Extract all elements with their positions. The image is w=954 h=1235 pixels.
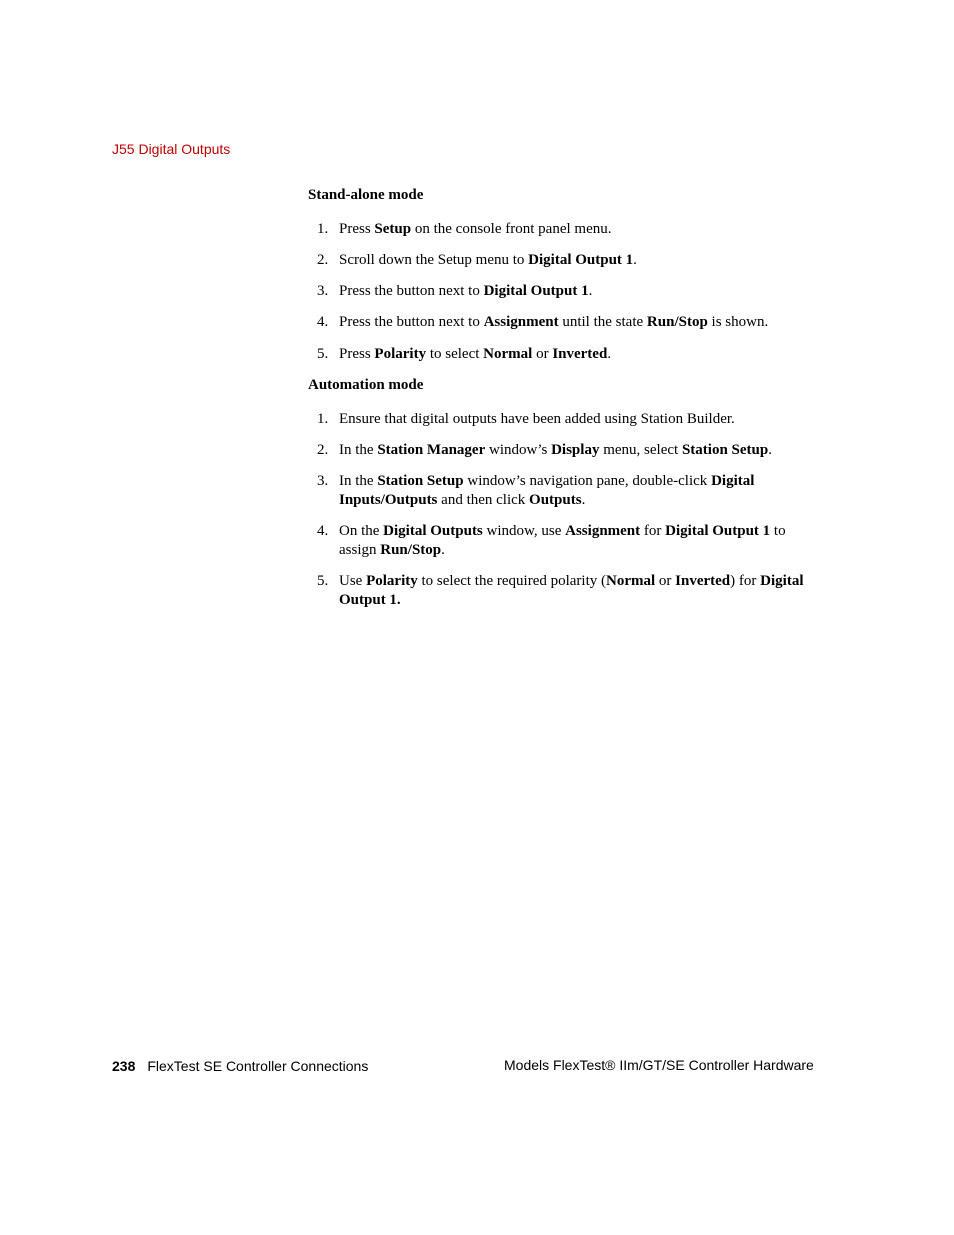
step-number: 1. — [317, 221, 329, 237]
step-number: 4. — [317, 523, 329, 539]
list-item: 4. Press the button next to Assignment until the state Run/Stop is shown. — [317, 314, 769, 330]
list-item: 2. Scroll down the Setup menu to Digital Output 1. — [317, 252, 637, 268]
list-item: 5. Press Polarity to select Normal or Inverted. — [317, 346, 612, 362]
list-item: 1. Press Setup on the console front panel menu. — [317, 221, 612, 237]
step-number: 2. — [317, 252, 329, 268]
step-number: 5. — [317, 573, 329, 589]
step-number: 1. — [317, 411, 329, 427]
list-item: 4. On the Digital Outputs window, use Assignment for Digital Output 1 to assign Run/Stop. — [317, 523, 786, 558]
automation-heading: Automation mode — [308, 377, 424, 393]
list-item: 5. Use Polarity to select the required polarity (Normal or Inverted) for Digital Output 1. — [317, 573, 804, 608]
step-number: 3. — [317, 283, 329, 299]
book-title: Models FlexTest® IIm/GT/SE Controller Hardware — [504, 1057, 814, 1073]
step-number: 3. — [317, 473, 329, 489]
chapter-title: FlexTest SE Controller Connections — [147, 1058, 369, 1074]
list-item: 2. In the Station Manager window’s Display menu, select Station Setup. — [317, 442, 772, 458]
footer-left — [112, 1058, 368, 1074]
step-number: 5. — [317, 346, 329, 362]
automation-steps — [308, 410, 818, 610]
standalone-steps — [308, 220, 818, 364]
main-content — [308, 186, 818, 610]
step-number: 4. — [317, 314, 329, 330]
list-item: 1. Ensure that digital outputs have been added using Station Builder. — [317, 411, 735, 427]
list-item: 3. Press the button next to Digital Output 1. — [317, 283, 593, 299]
running-header: J55 Digital Outputs — [112, 141, 231, 157]
step-number: 2. — [317, 442, 329, 458]
standalone-heading: Stand-alone mode — [308, 187, 424, 203]
page-number: 238 — [112, 1058, 136, 1074]
list-item: 3. In the Station Setup window’s navigation pane, double-click Digital Inputs/Outputs and then click Outputs. — [317, 473, 755, 508]
